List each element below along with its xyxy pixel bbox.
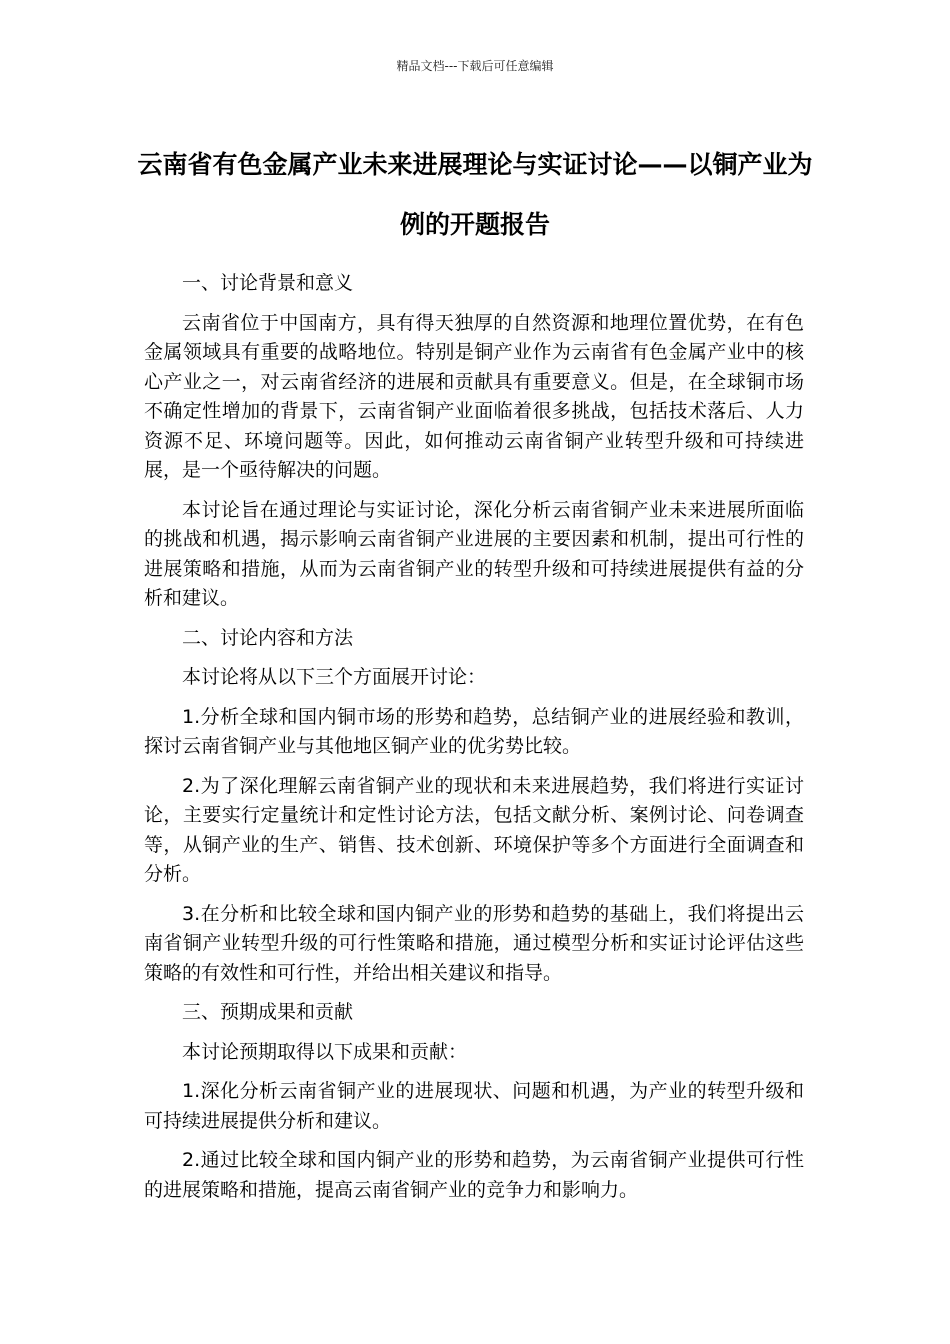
document-body (144, 269, 804, 1215)
header-note: 精品文档---下载后可任意编辑 (396, 59, 554, 73)
section-heading-expected-results: 三、预期成果和贡献 (182, 1001, 354, 1023)
paragraph-content-item-2: 2.为了深化理解云南省铜产业的现状和未来进展趋势，我们将进行实证讨论，主要实行定量统计和定性讨论方法，包括文献分析、案例讨论、问卷调查等，从铜产业的生产、销售、技术创新、环境保护等多个方面进行全面调查和分析。 (144, 774, 804, 885)
section-heading-background: 一、讨论背景和意义 (182, 272, 354, 294)
paragraph-results-item-2: 2.通过比较全球和国内铜产业的形势和趋势，为云南省铜产业提供可行性的进展策略和措施，提高云南省铜产业的竞争力和影响力。 (144, 1149, 804, 1201)
paragraph-background-2: 本讨论旨在通过理论与实证讨论，深化分析云南省铜产业未来进展所面临的挑战和机遇，揭示影响云南省铜产业进展的主要因素和机制，提出可行性的进展策略和措施，从而为云南省铜产业的转型升级和可持续进展提供有益的分析和建议。 (144, 498, 804, 609)
paragraph-content-item-3: 3.在分析和比较全球和国内铜产业的形势和趋势的基础上，我们将提出云南省铜产业转型升级的可行性策略和措施，通过模型分析和实证讨论评估这些策略的有效性和可行性，并给出相关建议和指导。 (144, 902, 804, 984)
paragraph-content-item-1: 1.分析全球和国内铜市场的形势和趋势，总结铜产业的进展经验和教训，探讨云南省铜产业与其他地区铜产业的优劣势比较。 (144, 705, 804, 757)
paragraph-results-intro: 本讨论预期取得以下成果和贡献： (182, 1040, 468, 1063)
paragraph-background-1: 云南省位于中国南方，具有得天独厚的自然资源和地理位置优势，在有色金属领域具有重要的战略地位。特别是铜产业作为云南省有色金属产业中的核心产业之一，对云南省经济的进展和贡献具有重要意义。但是，在全球铜市场不确定性增加的背景下，云南省铜产业面临着很多挑战，包括技术落后、人力资源不足、环境问题等。因此，如何推动云南省铜产业转型升级和可持续进展，是一个亟待解决的问题。 (144, 311, 804, 481)
section-heading-content-methods: 二、讨论内容和方法 (182, 626, 354, 649)
paragraph-content-intro: 本讨论将从以下三个方面展开讨论： (182, 666, 487, 688)
paragraph-results-item-1: 1.深化分析云南省铜产业的进展现状、问题和机遇，为产业的转型升级和可持续进展提供分析和建议。 (144, 1080, 804, 1132)
document-title: 云南省有色金属产业未来进展理论与实证讨论——以铜产业为例的开题报告 (137, 150, 813, 239)
